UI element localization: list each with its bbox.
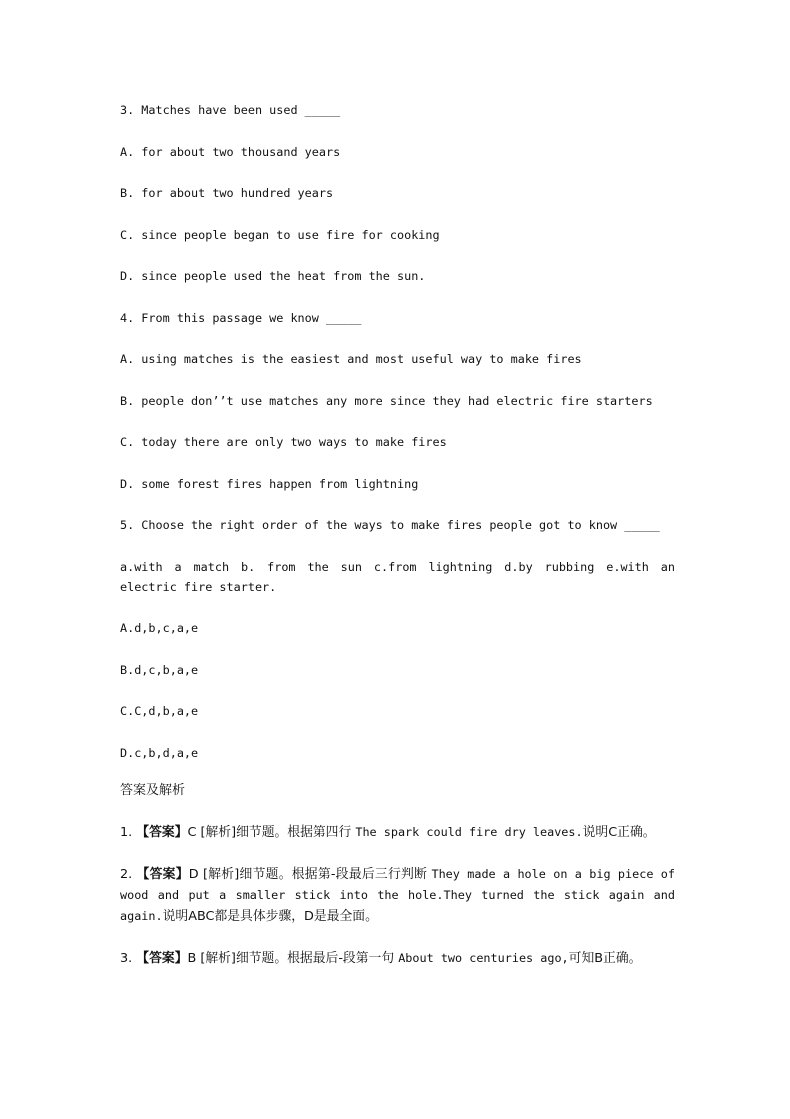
- answer-1: [120, 822, 675, 843]
- answer-1-tag: 【答案】: [136, 824, 188, 840]
- question-4: [120, 308, 675, 494]
- answer-2-quote: They made a hole on a big piece of wood and put a smaller stick into the hole.They turned the stick again and again.: [120, 866, 675, 923]
- answer-1-number: 1.: [120, 824, 133, 840]
- question-3-stem: 3. Matches have been used _____: [120, 103, 341, 117]
- question-5-option-d: D.c,b,d,a,e: [120, 745, 199, 760]
- question-5-option-a: A.d,b,c,a,e: [120, 621, 199, 635]
- answer-1-quote: The spark could fire dry leaves.: [355, 824, 583, 839]
- question-4-option-c: C. today there are only two ways to make fires: [120, 435, 447, 449]
- answer-3-letter: B: [187, 950, 197, 966]
- question-5-choices: a.with a match b. from the sun c.from lightning d.by rubbing e.with an electric fire starter.: [120, 559, 675, 594]
- answer-1-text-after: 说明C正确。: [582, 824, 656, 840]
- question-4-option-d: D. some forest fires happen from lightning: [120, 476, 419, 491]
- answer-3: [120, 948, 675, 969]
- answer-1-letter: C: [187, 824, 197, 840]
- answers-heading: 答案及解析: [120, 782, 186, 798]
- answer-3-tag: 【答案】: [136, 950, 188, 966]
- question-3-option-d: D. since people used the heat from the sun.: [120, 269, 426, 283]
- question-5-stem: 5. Choose the right order of the ways to make fires people got to know _____: [120, 518, 660, 532]
- answer-2-tag: 【答案】: [136, 866, 189, 882]
- question-4-stem: 4. From this passage we know _____: [120, 310, 362, 325]
- question-3: [120, 100, 675, 286]
- question-5: [120, 515, 675, 763]
- answer-2-number: 2.: [120, 866, 133, 882]
- question-3-option-c: C. since people began to use fire for cooking: [120, 227, 440, 242]
- answer-1-text-before: 细节题。根据第四行: [236, 824, 352, 840]
- answer-2-letter: D: [188, 866, 199, 882]
- answer-2-text-before: 细节题。根据第-段最后三行判断: [239, 866, 428, 882]
- question-5-option-b: B.d,c,b,a,e: [120, 662, 199, 677]
- answer-3-text-after: 可知B正确。: [568, 950, 642, 966]
- answer-3-analysis-tag: [解析]: [200, 950, 236, 966]
- answer-3-quote: About two centuries ago,: [398, 950, 569, 965]
- document-page: [120, 100, 675, 969]
- answer-2: [120, 864, 675, 927]
- question-5-option-c: C.C,d,b,a,e: [120, 704, 199, 718]
- question-3-option-b: B. for about two hundred years: [120, 186, 334, 200]
- question-3-option-a: A. for about two thousand years: [120, 144, 341, 159]
- question-4-option-a: A. using matches is the easiest and most useful way to make fires: [120, 352, 582, 366]
- question-4-option-b: B. people don’’t use matches any more since they had electric fire starters: [120, 393, 653, 408]
- answer-2-analysis-tag: [解析]: [202, 866, 240, 882]
- answer-2-text-after: 说明ABC都是具体步骤，D是最全面。: [162, 908, 378, 924]
- answer-1-analysis-tag: [解析]: [200, 824, 237, 840]
- answer-3-number: 3.: [120, 950, 133, 966]
- answer-3-text-before: 细节题。根据最后-段第一句: [235, 950, 395, 966]
